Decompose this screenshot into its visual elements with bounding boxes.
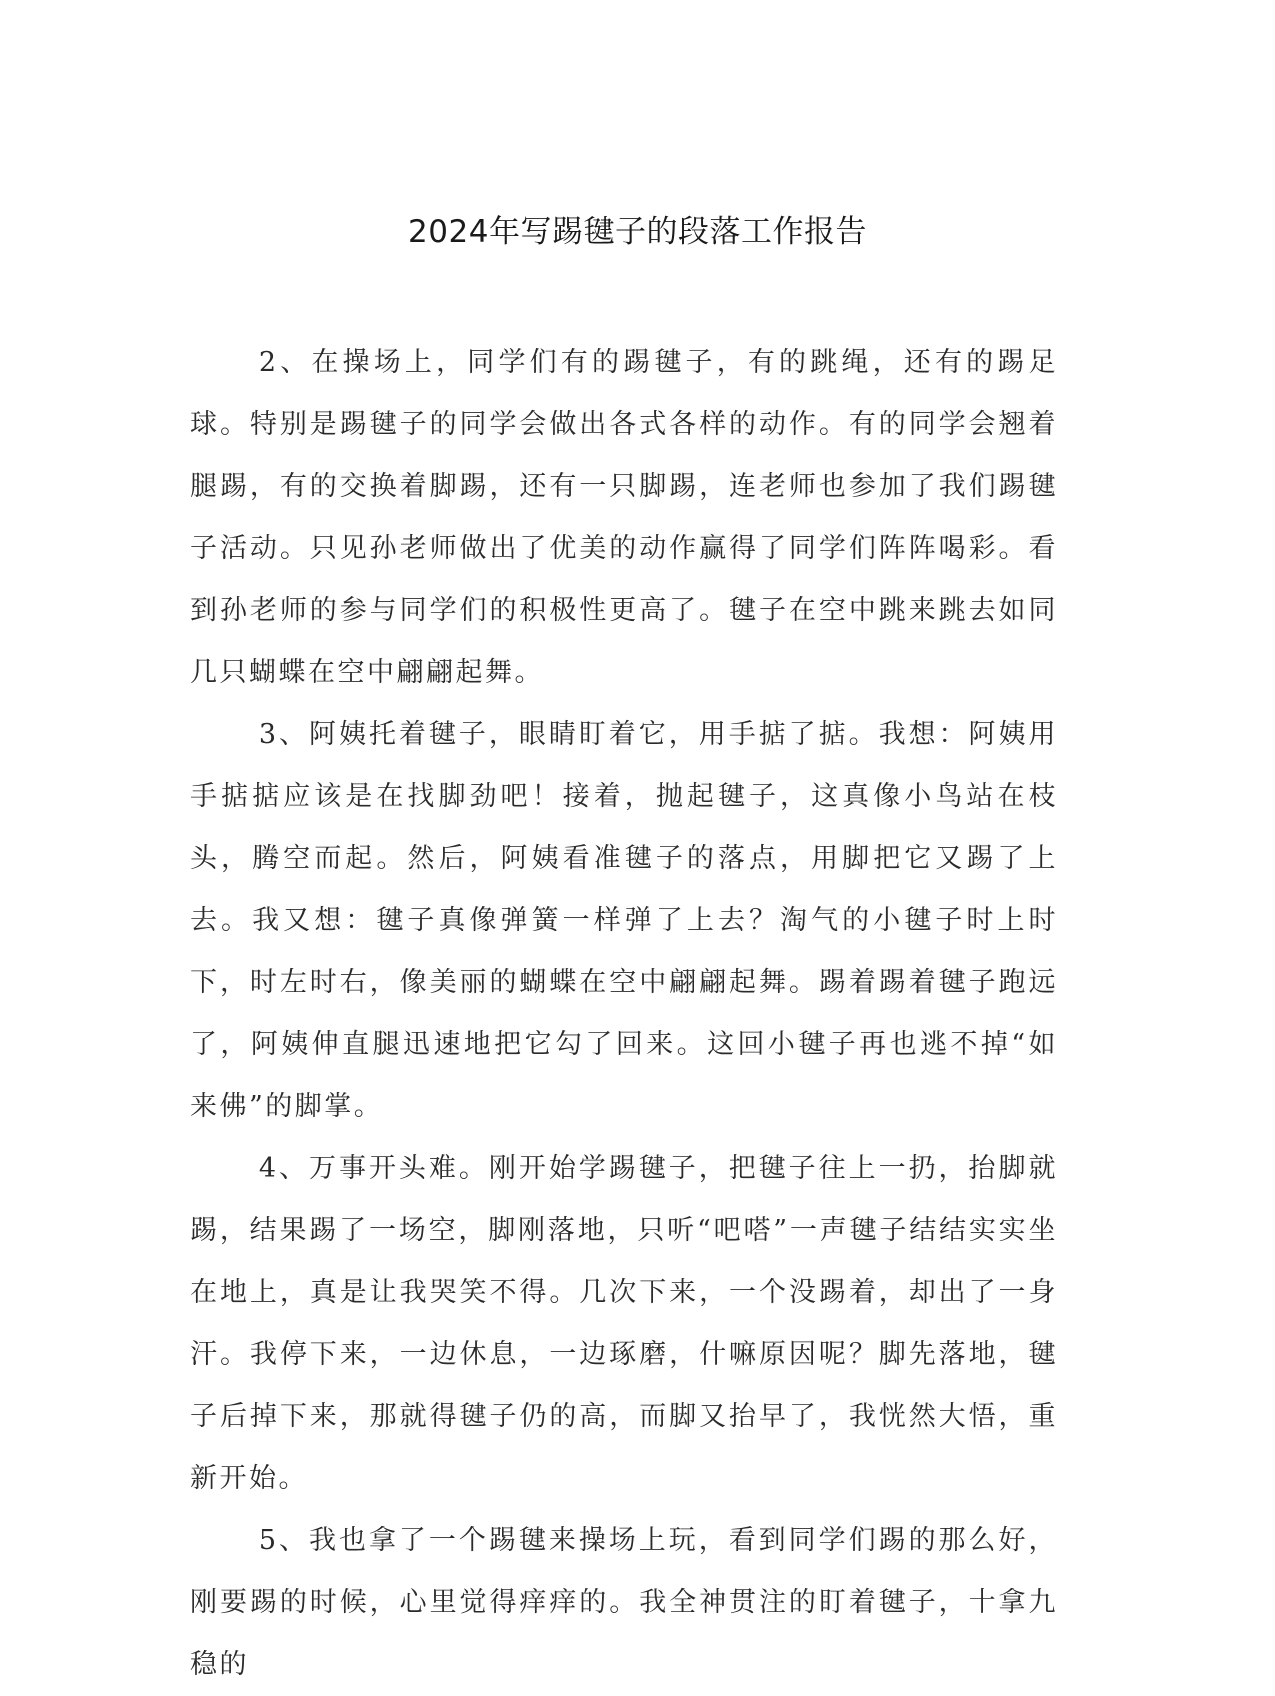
paragraph-2: 2、在操场上，同学们有的踢毽子，有的跳绳，还有的踢足球。特别是踢毽子的同学会做出各式各样的动作。有的同学会翘着腿踢，有的交换着脚踢，还有一只脚踢，连老师也参加了我们踢毽子活动。只见孙老师做出了优美的动作赢得了同学们阵阵喝彩。看到孙老师的参与同学们的积极性更高了。毽子在空中跳来跳去如同几只蝴蝶在空中翩翩起舞。 xyxy=(190,347,1058,688)
document-body xyxy=(190,332,1058,1696)
paragraph-4: 4、万事开头难。刚开始学踢毽子，把毽子往上一扔，抬脚就踢，结果踢了一场空，脚刚落地，只听“吧嗒”一声毽子结结实实坐在地上，真是让我哭笑不得。几次下来，一个没踢着，却出了一身汗。我停下来，一边休息，一边琢磨，什嘛原因呢？脚先落地，毽子后掉下来，那就得毽子仍的高，而脚又抬早了，我恍然大悟，重新开始。 xyxy=(190,1153,1058,1494)
paragraph-3: 3、阿姨托着毽子，眼睛盯着它，用手掂了掂。我想：阿姨用手掂掂应该是在找脚劲吧！接着，抛起毽子，这真像小鸟站在枝头，腾空而起。然后，阿姨看准毽子的落点，用脚把它又踢了上去。我又想：毽子真像弹簧一样弹了上去？淘气的小毽子时上时下，时左时右，像美丽的蝴蝶在空中翩翩起舞。踢着踢着毽子跑远了，阿姨伸直腿迅速地把它勾了回来。这回小毽子再也逃不掉“如来佛”的脚掌。 xyxy=(190,719,1058,1122)
paragraph-5: 5、我也拿了一个踢毽来操场上玩，看到同学们踢的那么好，刚要踢的时候，心里觉得痒痒的。我全神贯注的盯着毽子，十拿九稳的 xyxy=(190,1525,1058,1680)
document-title: 2024年写踢毽子的段落工作报告 xyxy=(408,214,867,250)
